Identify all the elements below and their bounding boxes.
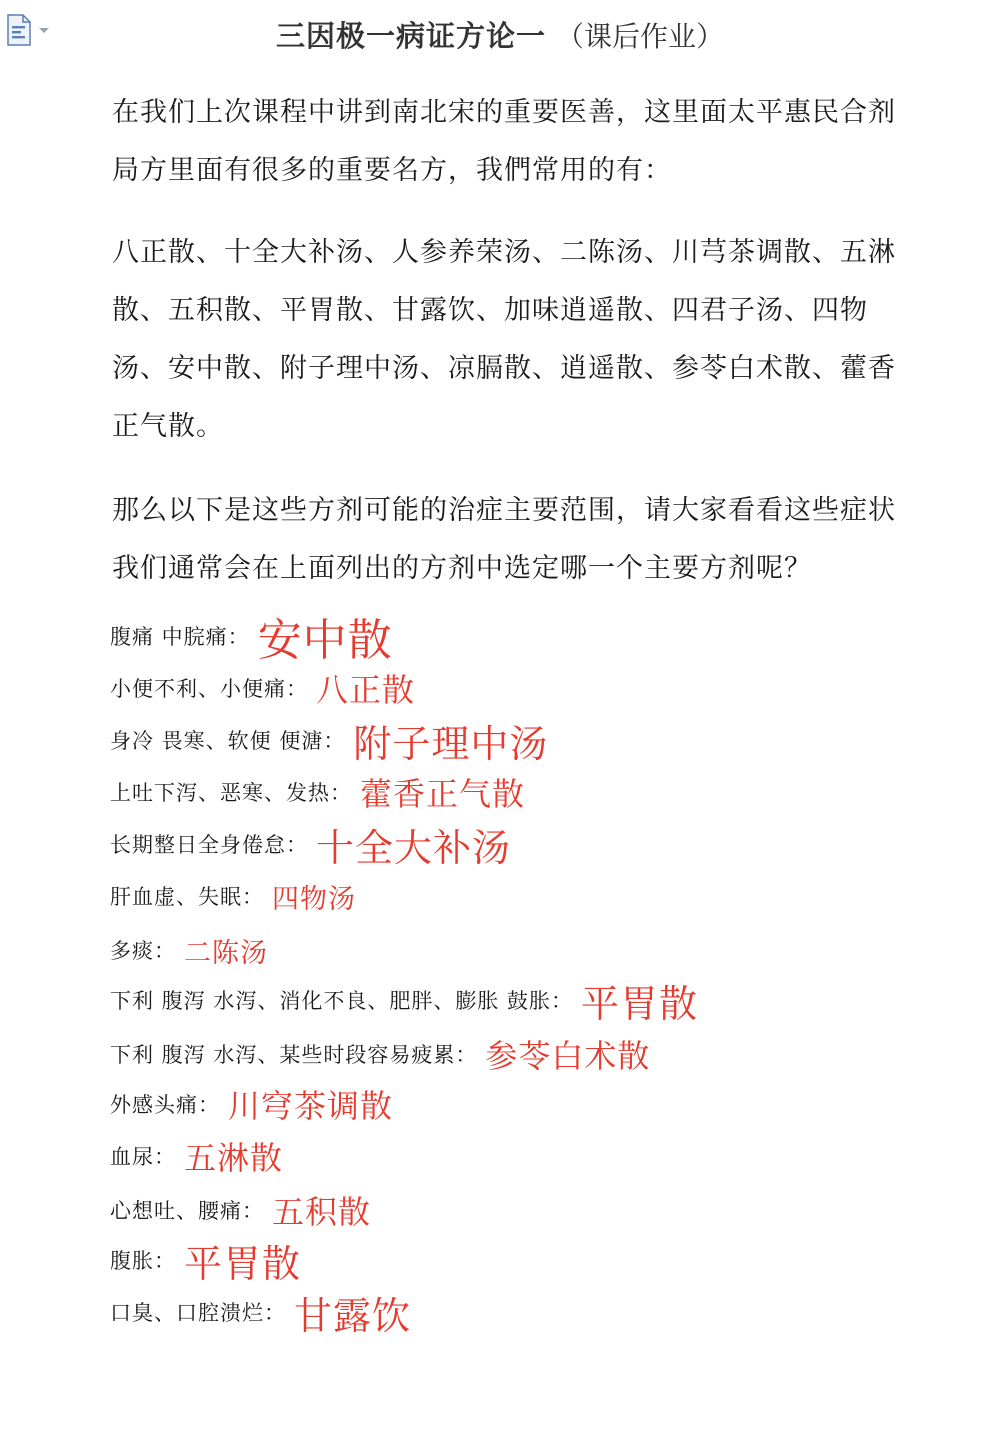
list-item [110, 1028, 650, 1080]
list-item [110, 870, 356, 922]
formula-answer: 平胃散 [184, 1241, 302, 1286]
list-item [110, 924, 268, 976]
symptom-text: 口臭、口腔溃烂： [110, 1301, 286, 1325]
formula-answer: 五淋散 [184, 1139, 284, 1177]
symptom-text: 下利 腹泻 水泻、消化不良、肥胖、膨胀 鼓胀： [110, 989, 574, 1013]
list-item [110, 766, 525, 818]
formula-answer: 安中散 [257, 615, 393, 666]
formula-answer: 十全大补汤 [316, 825, 512, 870]
symptom-text: 心想吐、腰痛： [110, 1199, 264, 1223]
list-item [110, 1184, 371, 1236]
title-main: 三因极一病证方论一 [275, 19, 546, 53]
list-item [110, 1078, 393, 1130]
title-subtitle: （课后作业） [556, 20, 725, 53]
symptom-text: 长期整日全身倦怠： [110, 833, 308, 857]
list-item [110, 1286, 411, 1338]
question-paragraph: 那么以下是这些方剂可能的治症主要范围，请大家看看这些症状我们通常会在上面列出的方剂中选定哪一个主要方剂呢？ [112, 495, 896, 584]
list-item [110, 974, 698, 1026]
formula-answer: 平胃散 [581, 981, 699, 1026]
list-item [110, 610, 393, 666]
symptom-text: 上吐下泻、恶寒、发热： [110, 781, 352, 805]
formula-answer: 四物汤 [272, 883, 356, 915]
list-item [110, 714, 548, 766]
intro-paragraph: 在我们上次课程中讲到南北宋的重要医善，这里面太平惠民合剂局方里面有很多的重要名方，我們常用的有： [112, 97, 896, 186]
formula-answer: 甘露饮 [294, 1293, 412, 1338]
formula-answer: 参苓白术散 [485, 1037, 651, 1075]
formula-answer: 川穹茶调散 [228, 1087, 394, 1125]
formula-list-paragraph: 八正散、十全大补汤、人参养荣汤、二陈汤、川芎茶调散、五淋散、五积散、平胃散、甘露饮、加味逍遥散、四君子汤、四物汤、安中散、附子理中汤、凉膈散、逍遥散、参苓白术散、藿香正气散。 [112, 237, 896, 442]
symptom-text: 身冷 畏寒、软便 便溏： [110, 729, 346, 753]
list-item [110, 1130, 283, 1182]
symptom-text: 血尿： [110, 1145, 176, 1169]
symptom-text: 肝血虚、失眠： [110, 885, 264, 909]
list-item [110, 1234, 301, 1286]
symptom-text: 下利 腹泻 水泻、某些时段容易疲累： [110, 1043, 478, 1067]
symptom-text: 外感头痛： [110, 1093, 220, 1117]
symptom-text: 腹痛 中脘痛： [110, 625, 250, 649]
formula-answer: 附子理中汤 [353, 721, 549, 766]
formula-answer: 八正散 [316, 671, 416, 709]
formula-answer: 藿香正气散 [360, 775, 526, 813]
list-item [110, 818, 511, 870]
list-item [110, 662, 415, 714]
symptom-text: 小便不利、小便痛： [110, 677, 308, 701]
symptom-text: 腹胀： [110, 1249, 176, 1273]
symptom-text: 多痰： [110, 939, 176, 963]
formula-answer: 五积散 [272, 1193, 372, 1231]
formula-answer: 二陈汤 [184, 937, 268, 969]
